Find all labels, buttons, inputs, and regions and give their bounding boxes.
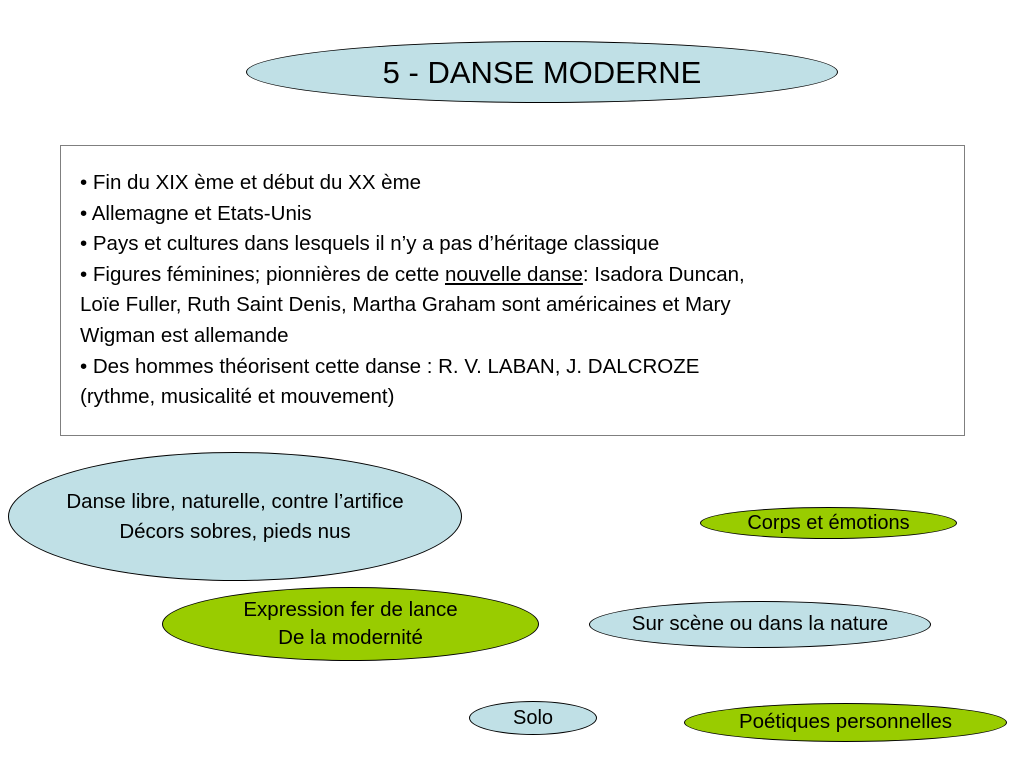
nouvelle-danse-underlined: nouvelle danse [444, 262, 583, 286]
solo-ellipse [469, 701, 597, 735]
danse-libre-line-1: Danse libre, naturelle, contre l’artifice [66, 489, 404, 513]
poetiques-label: Poétiques personnelles [738, 710, 953, 734]
solo-label: Solo [512, 707, 554, 729]
title-ellipse [246, 41, 838, 103]
bullet-figures-suffix: : Isadora Duncan, [582, 262, 745, 286]
corps-emotions-ellipse [700, 507, 957, 539]
bullet-theorists: • Des hommes théorisent cette danse : R. V. LABAN, J. DALCROZE [80, 354, 700, 378]
bullet-figures-line-3: Wigman est allemande [80, 323, 289, 347]
poetiques-ellipse [684, 703, 1007, 742]
bullet-countries: • Allemagne et Etats-Unis [80, 201, 312, 225]
bullet-period: • Fin du XIX ème et début du XX ème [80, 171, 422, 194]
bullet-figures [80, 260, 944, 291]
content-box [60, 145, 965, 436]
expression-ellipse [162, 587, 539, 661]
bullet-cultures: • Pays et cultures dans lesquels il n’y a pas d’héritage classique [80, 232, 660, 256]
expression-line-1: Expression fer de lance [243, 598, 458, 621]
sur-scene-ellipse [589, 601, 931, 648]
danse-libre-ellipse [8, 452, 462, 581]
bullet-theorists-line-2: (rythme, musicalité et mouvement) [80, 385, 395, 409]
danse-libre-line-2: Décors sobres, pieds nus [119, 519, 351, 543]
bullet-figures-prefix: • Figures féminines; pionnières de cette [80, 262, 445, 286]
corps-emotions-label: Corps et émotions [747, 512, 910, 534]
page-title: 5 - DANSE MODERNE [382, 55, 702, 91]
bullet-figures-line-2: Loïe Fuller, Ruth Saint Denis, Martha Graham sont américaines et Mary [80, 293, 731, 317]
sur-scene-label: Sur scène ou dans la nature [631, 612, 889, 636]
expression-line-2: De la modernité [278, 626, 423, 649]
